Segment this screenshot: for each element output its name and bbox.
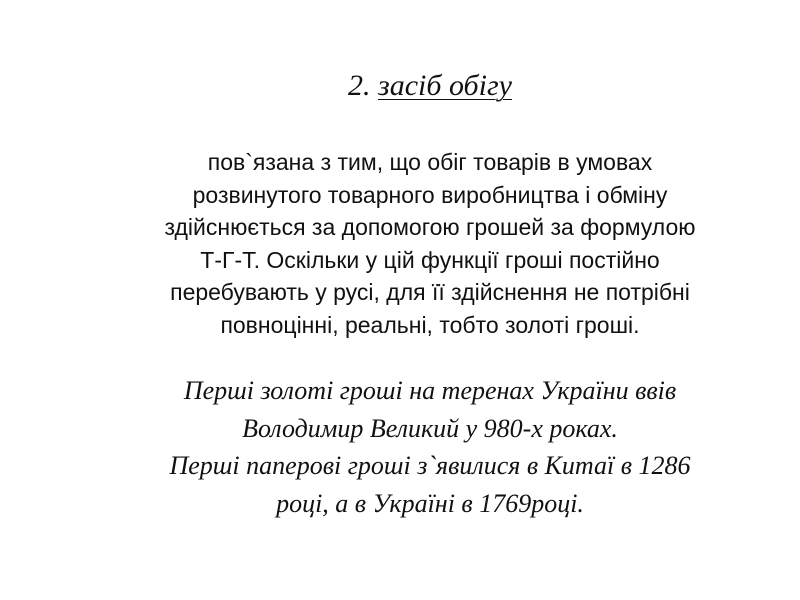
body-line: Т-Г-Т. Оскільки у цій функції гроші постійно — [200, 246, 660, 273]
body-line: здійснюється за допомогою грошей за формулою — [164, 214, 696, 240]
heading-number: 2. — [348, 69, 378, 102]
historical-note — [80, 372, 780, 522]
note-line: Перші золоті гроші на теренах України ввів — [183, 376, 677, 405]
body-line: повноцінні, реальні, тобто золоті гроші. — [220, 311, 640, 338]
note-line: році, а в Україні в 1769році. — [276, 488, 584, 518]
body-paragraph — [80, 146, 780, 341]
note-line: Володимир Великий у 980-х роках. — [242, 413, 618, 443]
heading-title: засіб обігу — [378, 69, 512, 102]
body-line: пов`язана з тим, що обіг товарів в умовах — [207, 149, 653, 175]
slide-heading — [0, 66, 800, 106]
body-line: перебувають у русі, для її здійснення не потрібні — [170, 279, 690, 305]
note-line: Перші паперові гроші з`явилися в Китаї в 1286 — [169, 451, 691, 480]
body-line: розвинутого товарного виробництва і обміну — [192, 181, 668, 208]
